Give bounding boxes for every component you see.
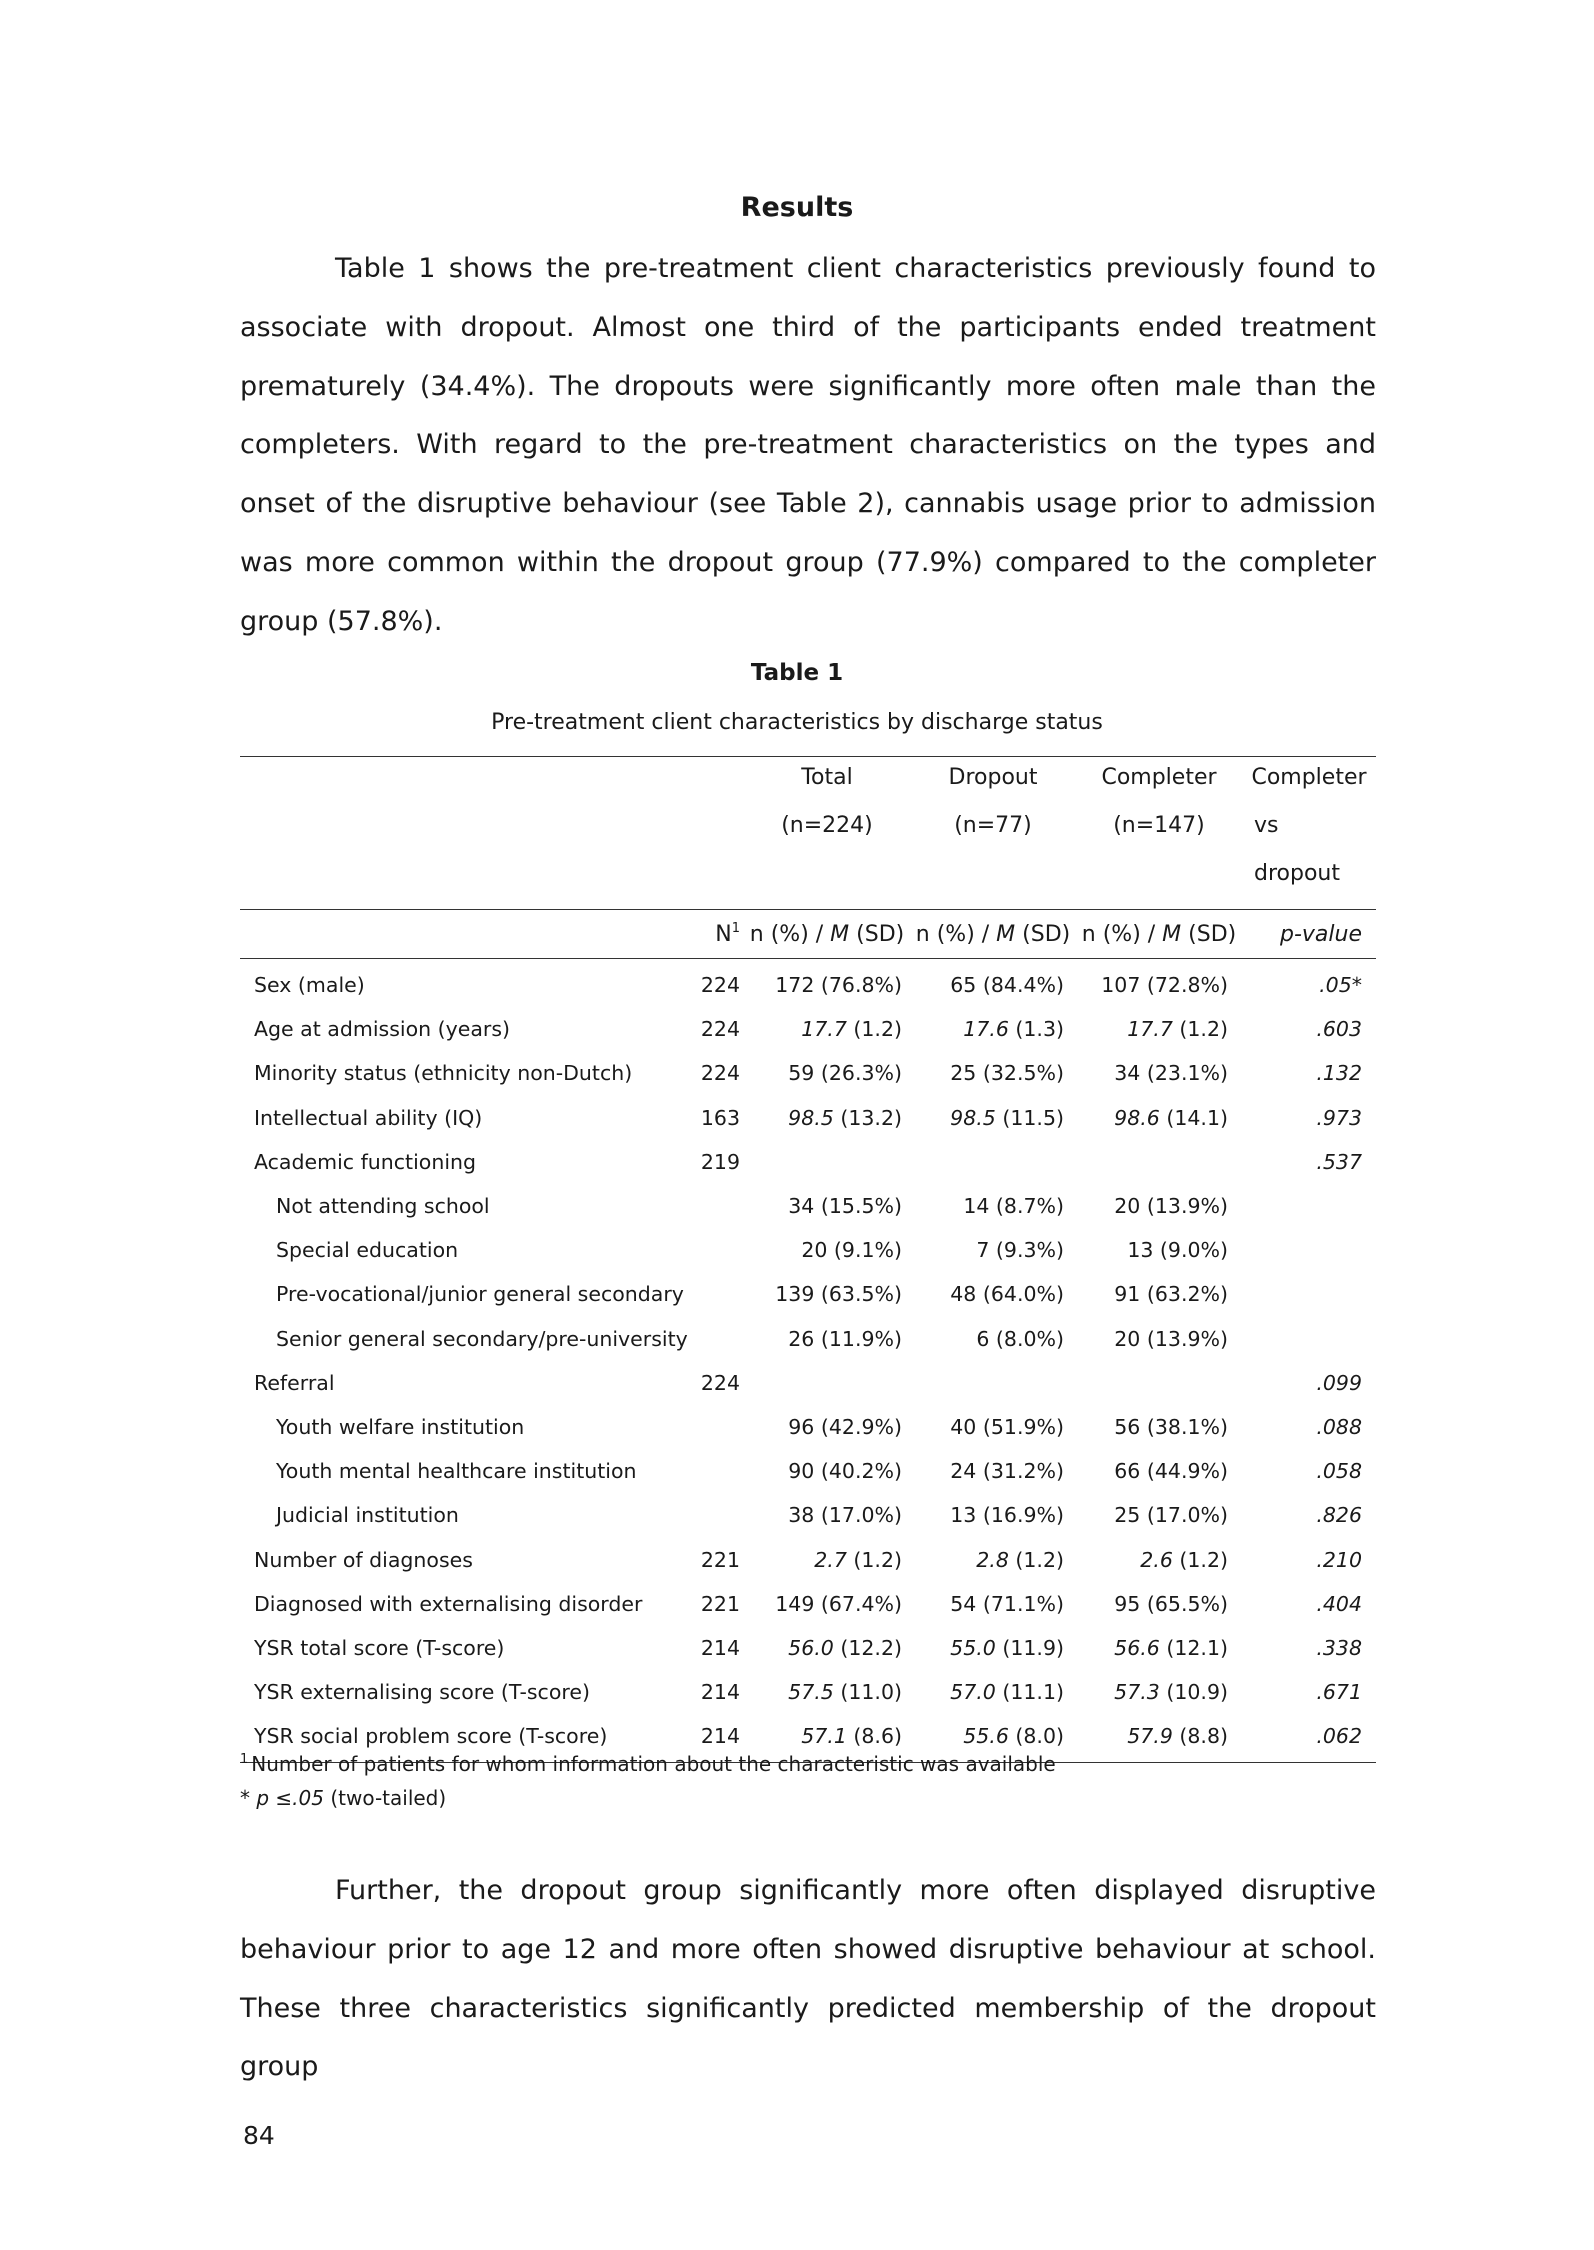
cell-total: 98.5 (13.2) xyxy=(788,1105,902,1130)
cell-n: 224 xyxy=(700,1017,740,1042)
header-pvalue: p-value xyxy=(1242,910,1376,959)
cell-dropout: 6 (8.0%) xyxy=(976,1326,1064,1351)
table-body xyxy=(240,959,1376,1763)
row-label: YSR total score (T-score) xyxy=(254,1635,505,1660)
cell-total: 20 (9.1%) xyxy=(801,1238,902,1263)
cell-dropout: 40 (51.9%) xyxy=(950,1414,1064,1439)
cell-total: 172 (76.8%) xyxy=(775,973,902,998)
cell-pvalue: .132 xyxy=(1316,1061,1362,1086)
cell-n xyxy=(696,1228,744,1272)
table-row xyxy=(240,1405,1376,1449)
cell-completer: 20 (13.9%) xyxy=(1114,1194,1228,1219)
header-n: $N^1$ xyxy=(696,910,744,959)
cell-pvalue: .537 xyxy=(1316,1149,1362,1174)
table-subcaption: Pre-treatment client characteristics by discharge status xyxy=(491,710,1103,735)
section-heading: Results xyxy=(740,192,854,223)
cell-n: 214 xyxy=(696,1714,744,1763)
cell-total xyxy=(744,1361,910,1405)
table-header-row xyxy=(240,757,1376,814)
table-row xyxy=(240,1051,1376,1095)
cell-total: 57.5 (11.0) xyxy=(788,1680,902,1705)
cell-dropout: 2.8 (1.2) xyxy=(976,1547,1064,1572)
row-label: Diagnosed with externalising disorder xyxy=(254,1591,643,1616)
row-label: Senior general secondary/pre-university xyxy=(276,1326,688,1351)
cell-dropout: 25 (32.5%) xyxy=(950,1061,1064,1086)
cell-n: 224 xyxy=(700,1370,740,1395)
table-row xyxy=(240,1449,1376,1493)
cell-total: 34 (15.5%) xyxy=(788,1194,902,1219)
cell-total: 149 (67.4%) xyxy=(775,1591,902,1616)
cell-completer: 66 (44.9%) xyxy=(1114,1459,1228,1484)
cell-n: 214 xyxy=(700,1680,740,1705)
cell-n xyxy=(696,1272,744,1316)
header-stat-total: n (%) / M (SD) xyxy=(744,910,910,959)
cell-pvalue xyxy=(1242,1317,1376,1361)
cell-completer: 107 (72.8%) xyxy=(1101,973,1228,998)
row-label: Youth welfare institution xyxy=(276,1414,525,1439)
table-row xyxy=(240,1228,1376,1272)
cell-dropout: 48 (64.0%) xyxy=(950,1282,1064,1307)
cell-total: 56.0 (12.2) xyxy=(788,1635,902,1660)
cell-n: 224 xyxy=(700,1061,740,1086)
cell-n xyxy=(696,1493,744,1537)
cell-total: 96 (42.9%) xyxy=(788,1414,902,1439)
cell-n: 224 xyxy=(700,973,740,998)
cell-pvalue: .062 xyxy=(1242,1714,1376,1763)
cell-pvalue: .05* xyxy=(1319,973,1362,998)
cell-pvalue: .088 xyxy=(1316,1414,1362,1439)
cell-pvalue xyxy=(1242,1184,1376,1228)
cell-total: 139 (63.5%) xyxy=(775,1282,902,1307)
cell-n: 221 xyxy=(700,1591,740,1616)
header-completer-n: (n=147) xyxy=(1113,813,1205,838)
header-dropout-n: (n=77) xyxy=(954,813,1032,838)
cell-total: 17.7 (1.2) xyxy=(801,1017,902,1042)
cell-completer: 34 (23.1%) xyxy=(1114,1061,1228,1086)
table-row xyxy=(240,1007,1376,1051)
cell-completer: 2.6 (1.2) xyxy=(1140,1547,1228,1572)
header-dropout: Dropout xyxy=(910,757,1076,814)
row-label: Number of diagnoses xyxy=(254,1547,473,1572)
cell-completer: 57.9 (8.8) xyxy=(1076,1714,1242,1763)
footnote-marker: 1 xyxy=(240,1752,249,1767)
table-row xyxy=(240,1140,1376,1184)
table-row xyxy=(240,1272,1376,1316)
cell-completer xyxy=(1076,1361,1242,1405)
header-completer-vs-dropout-3: dropout xyxy=(1242,861,1376,910)
table-row xyxy=(240,959,1376,1008)
cell-completer: 56.6 (12.1) xyxy=(1114,1635,1228,1660)
cell-dropout: 14 (8.7%) xyxy=(963,1194,1064,1219)
cell-completer: 56 (38.1%) xyxy=(1114,1414,1228,1439)
cell-total xyxy=(744,1140,910,1184)
header-stat-dropout: n (%) / M (SD) xyxy=(910,910,1076,959)
cell-completer xyxy=(1076,1140,1242,1184)
cell-total: 59 (26.3%) xyxy=(788,1061,902,1086)
row-label: Age at admission (years) xyxy=(254,1017,511,1042)
row-label: Special education xyxy=(276,1238,459,1263)
characteristics-table xyxy=(240,756,1376,1763)
cell-n: 163 xyxy=(700,1105,740,1130)
cell-dropout: 57.0 (11.1) xyxy=(950,1680,1064,1705)
cell-dropout xyxy=(910,1361,1076,1405)
cell-total: 90 (40.2%) xyxy=(788,1459,902,1484)
cell-n xyxy=(696,1317,744,1361)
cell-completer: 91 (63.2%) xyxy=(1114,1282,1228,1307)
cell-dropout: 65 (84.4%) xyxy=(950,973,1064,998)
table-row xyxy=(240,1626,1376,1670)
page-number: 84 xyxy=(243,2121,275,2150)
cell-pvalue: .671 xyxy=(1316,1680,1362,1705)
table-row xyxy=(240,1670,1376,1714)
results-paragraph-1: Table 1 shows the pre-treatment client characteristics previously found to associate with dropout. Almost one third of the participants ended treatment prematurely (34.4%). The dropouts were significantly more often male than the completers. With regard to the pre-treatment characteristics on the types and onset of the disruptive behaviour (see Table 2), cannabis usage prior to admission was more common within the dropout group (77.9%) compared to the completer group (57.8%). xyxy=(240,253,1376,637)
table-row xyxy=(240,1537,1376,1581)
cell-n xyxy=(696,1184,744,1228)
results-paragraph-2: Further, the dropout group significantly more often displayed disruptive behaviour prior to age 12 and more often showed disruptive behaviour at school. These three characteristics significantly predicted membership of the dropout group xyxy=(240,1875,1376,2083)
cell-dropout: 55.0 (11.9) xyxy=(950,1635,1064,1660)
header-stat-completer: n (%) / M (SD) xyxy=(1076,910,1242,959)
cell-n: 221 xyxy=(700,1547,740,1572)
cell-dropout: 54 (71.1%) xyxy=(950,1591,1064,1616)
cell-pvalue xyxy=(1242,1272,1376,1316)
table-row xyxy=(240,1582,1376,1626)
cell-total: 26 (11.9%) xyxy=(788,1326,902,1351)
cell-completer: 95 (65.5%) xyxy=(1114,1591,1228,1616)
row-label: Pre-vocational/junior general secondary xyxy=(276,1282,684,1307)
cell-pvalue: .099 xyxy=(1316,1370,1362,1395)
header-completer: Completer xyxy=(1076,757,1242,814)
cell-total: 57.1 (8.6) xyxy=(744,1714,910,1763)
table-footnote-1: $^1$ Number of patients for whom information about the characteristic was available xyxy=(240,1752,1056,1776)
row-label: Minority status (ethnicity non-Dutch) xyxy=(254,1061,633,1086)
cell-pvalue: .826 xyxy=(1316,1503,1362,1528)
cell-completer: 17.7 (1.2) xyxy=(1127,1017,1228,1042)
table-subheader-row xyxy=(240,910,1376,959)
cell-pvalue: .058 xyxy=(1316,1459,1362,1484)
table-header-row xyxy=(240,861,1376,910)
header-completer-vs-dropout-1: Completer xyxy=(1242,757,1376,814)
cell-dropout: 13 (16.9%) xyxy=(950,1503,1064,1528)
row-label: Referral xyxy=(254,1370,335,1395)
header-total-n: (n=224) xyxy=(781,813,873,838)
cell-dropout: 55.6 (8.0) xyxy=(910,1714,1076,1763)
cell-n: 214 xyxy=(700,1635,740,1660)
table-row xyxy=(240,1493,1376,1537)
row-label: Intellectual ability (IQ) xyxy=(254,1105,483,1130)
cell-completer: 13 (9.0%) xyxy=(1127,1238,1228,1263)
footnote-marker: 1 xyxy=(731,921,740,936)
cell-completer: 25 (17.0%) xyxy=(1114,1503,1228,1528)
table-row xyxy=(240,1317,1376,1361)
cell-dropout: 17.6 (1.3) xyxy=(963,1017,1064,1042)
cell-dropout: 24 (31.2%) xyxy=(950,1459,1064,1484)
cell-pvalue: .973 xyxy=(1316,1105,1362,1130)
row-label: Youth mental healthcare institution xyxy=(276,1459,637,1484)
header-completer-vs-dropout-2: vs xyxy=(1254,813,1279,838)
table-row xyxy=(240,1361,1376,1405)
cell-completer: 20 (13.9%) xyxy=(1114,1326,1228,1351)
table-row xyxy=(240,1096,1376,1140)
cell-total: 38 (17.0%) xyxy=(788,1503,902,1528)
cell-n xyxy=(696,1405,744,1449)
cell-total: 2.7 (1.2) xyxy=(814,1547,902,1572)
header-total: Total xyxy=(744,757,910,814)
row-label: Academic functioning xyxy=(254,1149,477,1174)
row-label: Not attending school xyxy=(276,1194,490,1219)
row-label: YSR externalising score (T-score) xyxy=(254,1680,590,1705)
row-label: YSR social problem score (T-score) xyxy=(240,1714,696,1763)
table-caption: Table 1 xyxy=(750,660,844,686)
row-label: Sex (male) xyxy=(254,973,365,998)
table-footnote-2: * p ≤.05 (two-tailed) xyxy=(240,1786,447,1810)
cell-pvalue: .338 xyxy=(1316,1635,1362,1660)
cell-completer: 57.3 (10.9) xyxy=(1114,1680,1228,1705)
cell-n xyxy=(696,1449,744,1493)
cell-completer: 98.6 (14.1) xyxy=(1114,1105,1228,1130)
table-header-row xyxy=(240,813,1376,861)
row-label: Judicial institution xyxy=(276,1503,459,1528)
cell-pvalue: .210 xyxy=(1316,1547,1362,1572)
cell-n: 219 xyxy=(700,1149,740,1174)
cell-dropout: 98.5 (11.5) xyxy=(950,1105,1064,1130)
table-row xyxy=(240,1184,1376,1228)
cell-dropout: 7 (9.3%) xyxy=(976,1238,1064,1263)
cell-pvalue: .404 xyxy=(1316,1591,1362,1616)
cell-pvalue: .603 xyxy=(1316,1017,1362,1042)
cell-dropout xyxy=(910,1140,1076,1184)
cell-pvalue xyxy=(1242,1228,1376,1272)
